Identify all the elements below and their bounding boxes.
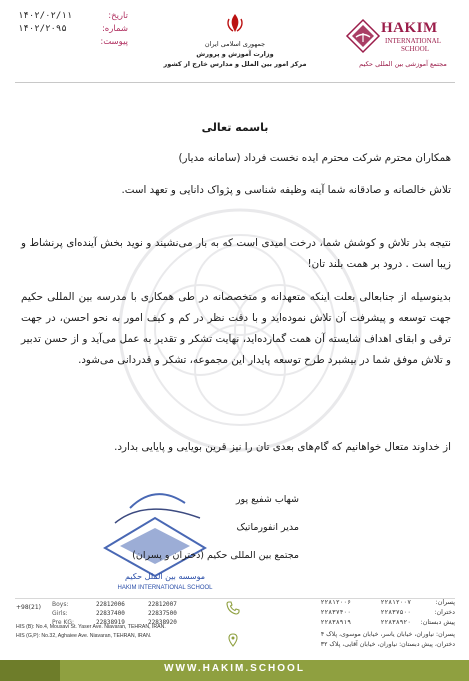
location-pin-icon: [226, 633, 240, 647]
paragraph-1: تلاش خالصانه و صادقانه شما آینه وظیفه شناسی و پژواک دانایی و تعهد است.: [121, 184, 451, 196]
paragraph-3: بدینوسیله از جنابعالی بعلت اینکه متعهدانه و متخصصانه در طی همکاری با مدرسه بین المللی حکیم جهت توسعه و پیشرفت آن تلاش نموده‌اید و با دقت نظر در کم و کیف امور به نحو احسن، در جهت ترقی و ابقای اهداف شایسته آن همت گمارده‌اید، نهایت تشکر و تقدیر به عمل می‌آید و از حسن تدبیر و تلاش موفق شما در بیشبرد طرح توسعه پایدار این مجموعه، تشکر و قدردانی می‌شود.: [21, 291, 451, 366]
date-value: ۱۴۰۲/۰۲/۱۱: [18, 11, 73, 21]
gov-line-1: جمهوری اسلامی ایران: [204, 40, 266, 48]
iran-emblem-icon: [224, 12, 246, 34]
phone-row-boys-fa: پسران: ۲۲۸۱۲۰۰۷ ۲۲۸۱۲۰۰۶: [320, 599, 455, 606]
school-logo: [345, 18, 460, 78]
letter-meta: [18, 10, 128, 49]
footer-icons: [226, 601, 244, 657]
logo-subtitle-1: INTERNATIONAL: [385, 37, 441, 45]
website-link[interactable]: WWW.HAKIM.SCHOOL: [164, 663, 305, 674]
gov-line-2: وزارت آموزش و پرورش: [196, 50, 274, 58]
footer-address-en: [16, 623, 241, 641]
book-logo-icon: [345, 18, 381, 54]
address-boys-fa: پسران: نیاوران، خیابان یاسر، خیابان موسوی، پلاک ۴: [320, 631, 455, 638]
attachment-label: پیوست:: [100, 37, 128, 47]
date-label: تاریخ:: [108, 11, 128, 21]
phone-row-girls-fa: دختران: ۲۲۸۳۷۵۰۰ ۲۲۸۳۷۴۰۰: [320, 609, 455, 616]
footer-phones-fa: [255, 598, 455, 650]
stamp-english-text: HAKIM INTERNATIONAL SCHOOL: [117, 585, 213, 591]
logo-name: HAKIM: [381, 20, 438, 36]
paragraph-2: نتیجه بذر تلاش و کوشش شما، درخت امیدی است که به بار می‌نشیند و نوید بخش آینده‌ای پرنشاط و زیبا است . درود بر همت بلند تان!: [21, 237, 451, 270]
logo-persian-name: مجتمع آموزشی بین المللی حکیم: [359, 60, 447, 68]
logo-subtitle-2: SCHOOL: [401, 45, 430, 53]
header-divider: [15, 82, 455, 83]
number-label: شماره:: [101, 24, 128, 34]
phone-row-boys: Boys: 22812006 22812007: [52, 601, 177, 608]
salutation: باسمه تعالی: [201, 121, 269, 134]
paragraph-4: از خداوند متعال خواهانیم که گام‌های بعدی تان را نیز قرین بویایی و پایایی بدارد.: [114, 441, 451, 453]
signer-organization: مجتمع بین المللی حکیم (دختران و پسران): [132, 550, 299, 561]
phone-row-prekg-fa: پیش دبستان: ۲۲۸۳۸۹۲۰ ۲۲۸۳۸۹۱۹: [320, 619, 455, 626]
greeting: همکاران محترم شرکت محترم ایده نخست فرداد (سامانه مدیار): [178, 152, 451, 164]
government-header: [160, 12, 310, 69]
gov-line-3: مرکز امور بین الملل و مدارس خارج از کشور: [163, 60, 307, 68]
signature-block: [99, 486, 299, 570]
signer-name: شهاب شفیع پور: [235, 494, 299, 505]
phone-prefix: +98(21): [16, 604, 41, 611]
phone-icon: [226, 601, 240, 615]
address-boys-en: HIS (B): No.4, Mousavi St. Yaser Ave. Niavaran, TEHRAN, IRAN.: [16, 624, 166, 630]
number-value: ۱۴۰۲/۲۰۹۵: [18, 24, 67, 34]
address-girls-en: HIS (G,P): No.32, Aghaiee Ave. Niavaran, TEHRAN, IRAN.: [16, 633, 152, 639]
stamp-persian-text: موسسه بین الملل حکیم: [125, 572, 205, 581]
phone-row-girls: Girls: 22837400 22837500: [52, 610, 177, 617]
signer-title: مدیر انفورماتیک: [236, 522, 299, 533]
phone-row-prekg: Pre KG: 22838919 22838920: [52, 619, 177, 626]
address-girls-fa: دختران، پیش دبستان: نیاوران، خیابان آقایی، پلاک ۳۲: [320, 641, 455, 648]
footer-address-fa: [255, 630, 455, 650]
